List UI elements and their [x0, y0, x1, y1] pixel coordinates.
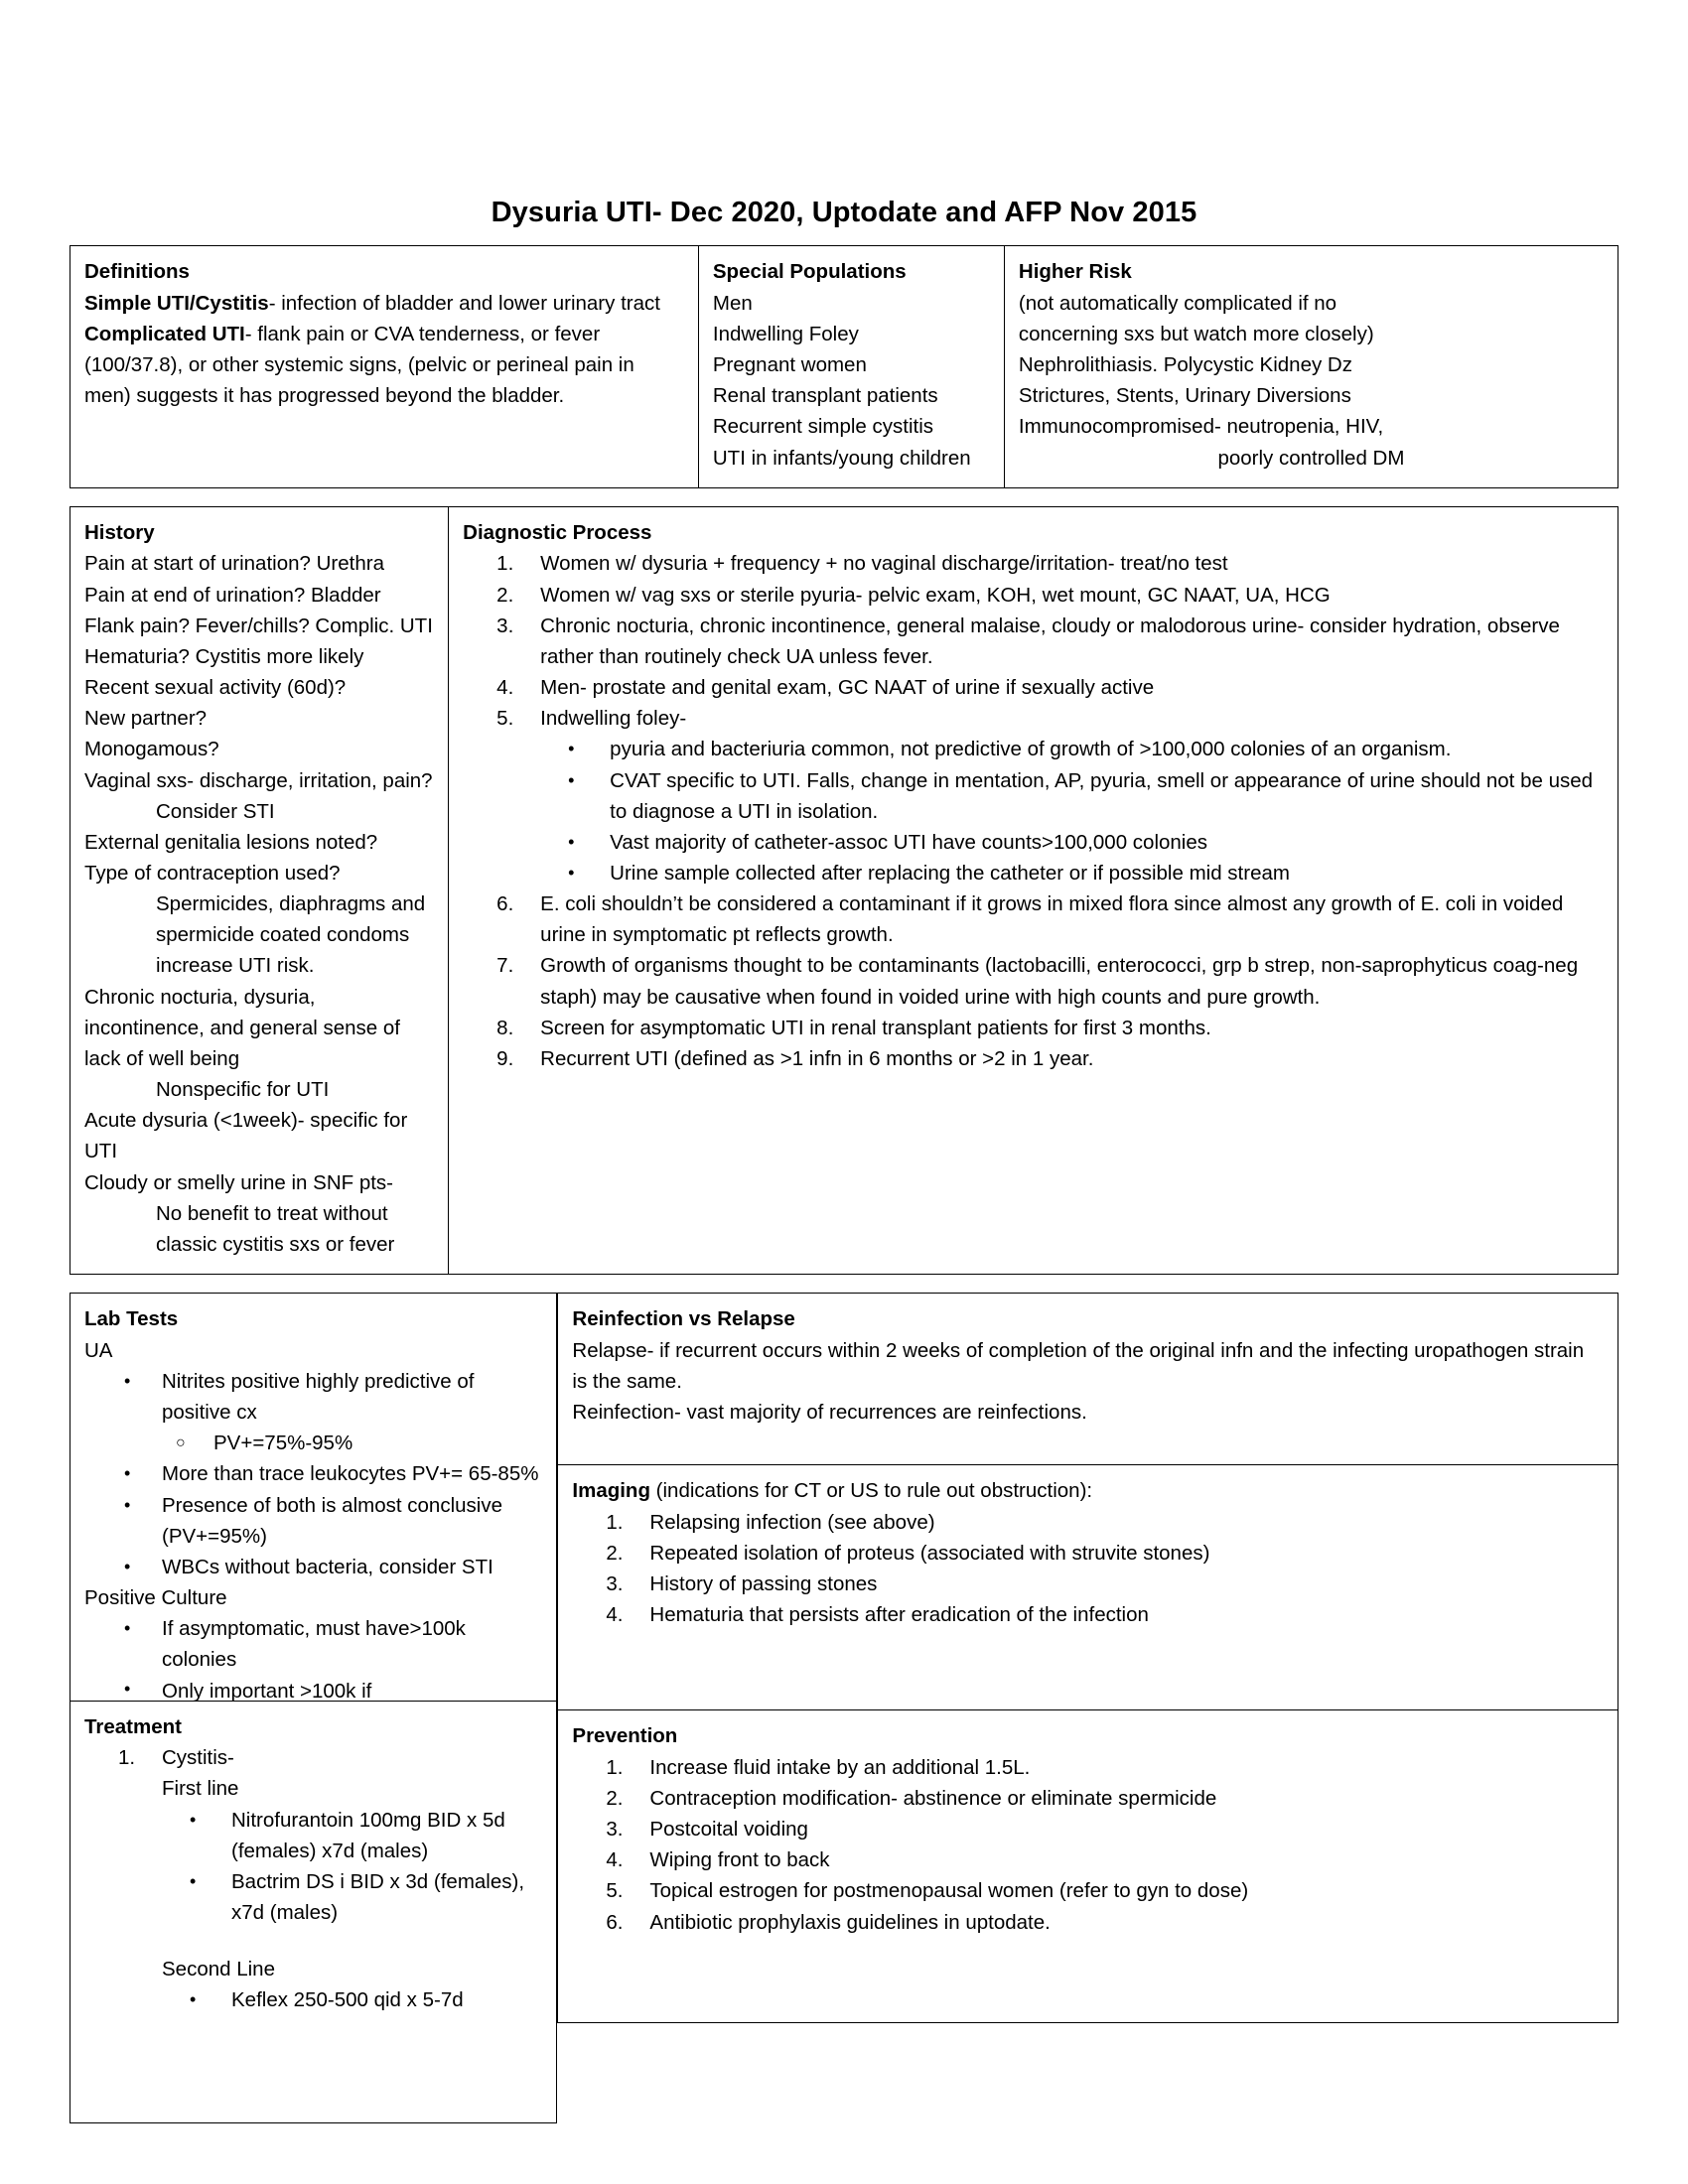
list-item-text: E. coli shouldn’t be considered a contaminant if it grows in mixed flora since almost any growth of E. coli in voided urine in symptomatic pt reflects growth. [540, 892, 1564, 947]
list-item-text: CVAT specific to UTI. Falls, change in mentation, AP, pyuria, smell or appearance of urine should not be used to diagnose a UTI in isolation. [610, 768, 1594, 823]
list-marker: 1. [118, 1746, 136, 1770]
history-line: New partner? [84, 707, 208, 731]
list-item-text: Relapsing infection (see above) [649, 1510, 935, 1534]
list-marker: 1. [606, 1755, 624, 1779]
list-item [540, 858, 1604, 888]
list-item-text: Women w/ dysuria + frequency + no vaginal discharge/irritation- treat/no test [540, 552, 1228, 576]
list-item [84, 1458, 542, 1489]
higher-risk-cell [1004, 246, 1618, 488]
list-item [572, 1875, 1604, 1906]
history-line: Type of contraception used? [84, 862, 341, 885]
prevention-cell [558, 1710, 1618, 2023]
list-item [540, 827, 1604, 858]
history-heading: History [84, 520, 155, 544]
special-population-item: Recurrent simple cystitis [712, 415, 934, 439]
ua-sub-bullet-list [84, 1428, 542, 1458]
special-population-item: UTI in infants/young children [712, 446, 971, 470]
bullet-icon: • [124, 1556, 131, 1576]
definitions-heading: Definitions [84, 260, 190, 283]
list-item-text: Antibiotic prophylaxis guidelines in uptodate. [649, 1910, 1051, 1934]
higher-risk-line-centered: poorly controlled DM [1217, 446, 1405, 470]
list-marker: 5. [496, 707, 514, 731]
list-item-text: WBCs without bacteria, consider STI [162, 1555, 493, 1578]
definitions-cell [70, 246, 699, 488]
list-item [572, 1907, 1604, 1938]
special-populations-heading: Special Populations [712, 260, 907, 283]
list-marker: 2. [496, 583, 514, 607]
history-line: Pain at start of urination? Urethra [84, 552, 384, 576]
list-item [84, 1490, 542, 1552]
diagnostic-process-cell [449, 506, 1618, 1274]
ua-bullet-list-cont [84, 1458, 542, 1582]
list-item-text: History of passing stones [649, 1572, 878, 1596]
indwelling-foley-sublist [540, 734, 1604, 888]
list-item [572, 1599, 1604, 1630]
list-item [463, 1013, 1604, 1043]
list-item [572, 1507, 1604, 1538]
bullet-icon: • [124, 1370, 131, 1391]
imaging-cell [558, 1465, 1618, 1710]
higher-risk-heading: Higher Risk [1018, 260, 1132, 283]
bullet-icon: • [568, 739, 575, 759]
spacer [162, 1928, 542, 1954]
treatment-cell [70, 1701, 557, 2122]
definition-term-simple: Simple UTI/Cystitis [84, 291, 269, 315]
list-item [84, 1613, 542, 1675]
reinfection-relapse-heading: Reinfection vs Relapse [572, 1307, 795, 1331]
list-item-text: Men- prostate and genital exam, GC NAAT of urine if sexually active [540, 676, 1155, 700]
definition-text-simple: - infection of bladder and lower urinary tract [268, 291, 660, 315]
special-population-item: Pregnant women [712, 353, 867, 377]
list-marker: 7. [496, 954, 514, 978]
list-item-text: Hematuria that persists after eradication of the infection [649, 1603, 1149, 1627]
ua-bullet-list [84, 1366, 542, 1428]
list-marker: 4. [606, 1848, 624, 1872]
history-line: Chronic nocturia, dysuria, incontinence, and general sense of lack of well being [84, 985, 400, 1070]
definition-simple-uti [84, 288, 684, 319]
list-item [463, 580, 1604, 611]
list-item-text: PV+=75%-95% [213, 1432, 353, 1455]
list-item [84, 1366, 542, 1428]
list-item [463, 548, 1604, 579]
list-item-text: Bactrim DS i BID x 3d (females), x7d (males) [231, 1869, 525, 1925]
higher-risk-line: concerning sxs but watch more closely) [1018, 322, 1374, 345]
list-item [84, 1552, 542, 1582]
special-population-item: Indwelling Foley [712, 322, 859, 345]
special-populations-cell [698, 246, 1004, 488]
list-item-text: Presence of both is almost conclusive (PV+=95%) [162, 1493, 502, 1548]
history-line: External genitalia lesions noted? [84, 830, 378, 854]
list-item-text: Nitrites positive highly predictive of positive cx [162, 1369, 475, 1425]
table-row [70, 506, 1618, 1274]
lower-sections-table [70, 1293, 1618, 2122]
imaging-heading-note: (indications for CT or US to rule out obstruction): [649, 1479, 1093, 1503]
bullet-icon: • [190, 1870, 197, 1891]
higher-risk-line: Strictures, Stents, Urinary Diversions [1018, 384, 1351, 408]
bullet-icon: • [124, 1494, 131, 1515]
list-item [463, 1043, 1604, 1074]
diagnostic-process-heading: Diagnostic Process [463, 520, 652, 544]
table-row [558, 1710, 1618, 2023]
history-line: Flank pain? Fever/chills? Complic. UTI [84, 614, 433, 637]
list-marker: 2. [606, 1786, 624, 1810]
list-item-text: Recurrent UTI (defined as >1 infn in 6 months or >2 in 1 year. [540, 1046, 1094, 1070]
list-item [572, 1752, 1604, 1783]
list-marker: 2. [606, 1541, 624, 1565]
list-item [162, 1805, 542, 1866]
history-cell [70, 506, 449, 1274]
diagnostic-process-list [463, 548, 1604, 1074]
list-item-text: Vast majority of catheter-assoc UTI have counts>100,000 colonies [610, 830, 1208, 854]
culture-clipped-line [84, 1676, 542, 1703]
left-lower-subtable [70, 1293, 557, 2122]
list-item [572, 1783, 1604, 1814]
table-row [70, 246, 1618, 488]
history-line-indented: Consider STI [156, 799, 275, 823]
history-line-indented: No benefit to treat without classic cystitis sxs or fever [156, 1201, 395, 1256]
list-item-text: Cystitis- [162, 1746, 234, 1770]
list-item-text: Urine sample collected after replacing the catheter or if possible mid stream [610, 862, 1290, 885]
left-lower-column [70, 1293, 557, 2122]
prevention-heading: Prevention [572, 1724, 678, 1748]
list-marker: 9. [496, 1046, 514, 1070]
circle-bullet-icon: ○ [176, 1434, 186, 1452]
list-item-text: Nitrofurantoin 100mg BID x 5d (females) x7d (males) [231, 1808, 505, 1862]
history-line: Monogamous? [84, 738, 219, 761]
history-line: Recent sexual activity (60d)? [84, 676, 347, 700]
list-item [572, 1569, 1604, 1599]
list-item [463, 672, 1604, 703]
second-line-label: Second Line [162, 1958, 275, 1981]
bullet-icon: • [124, 1463, 131, 1484]
higher-risk-line: (not automatically complicated if no [1018, 291, 1337, 315]
higher-risk-line: Immunocompromised- neutropenia, HIV, [1018, 415, 1384, 439]
table-row [558, 1465, 1618, 1710]
definition-term-complicated: Complicated UTI [84, 322, 245, 345]
bullet-icon: • [568, 831, 575, 852]
list-item-text: Screen for asymptomatic UTI in renal transplant patients for first 3 months. [540, 1016, 1211, 1039]
list-item-text: Chronic nocturia, chronic incontinence, general malaise, cloudy or malodorous urine- consider hydration, observe rather than routinely check UA unless fever. [540, 614, 1560, 668]
imaging-heading [572, 1479, 1092, 1502]
culture-bullet-list [84, 1613, 542, 1675]
definition-complicated-uti [84, 319, 684, 411]
second-line-bullets [162, 1984, 542, 2015]
table-row [70, 1293, 1618, 2122]
bullet-icon: • [190, 1809, 197, 1830]
lab-tests-cell [70, 1294, 557, 1701]
list-item [463, 611, 1604, 672]
list-marker: 1. [606, 1510, 624, 1534]
reinfection-definition: Reinfection- vast majority of recurrences are reinfections. [572, 1401, 1087, 1425]
list-item [463, 888, 1604, 950]
list-marker: 4. [606, 1603, 624, 1627]
list-item-text: Contraception modification- abstinence or eliminate spermicide [649, 1786, 1217, 1810]
list-item-text: Women w/ vag sxs or sterile pyuria- pelvic exam, KOH, wet mount, GC NAAT, UA, HCG [540, 583, 1331, 607]
list-marker: 8. [496, 1016, 514, 1039]
list-item-text: More than trace leukocytes PV+= 65-85% [162, 1462, 539, 1486]
list-item [572, 1844, 1604, 1875]
list-item-text: Only important >100k if [162, 1679, 372, 1703]
list-item-text: Wiping front to back [649, 1848, 830, 1872]
list-marker: 1. [496, 552, 514, 576]
table-row [70, 1701, 557, 2122]
list-item [162, 1984, 542, 2015]
list-item [84, 1428, 542, 1458]
list-item-text: pyuria and bacteriuria common, not predictive of growth of >100,000 colonies of an organism. [610, 738, 1452, 761]
list-item [463, 950, 1604, 1012]
list-item-text: Postcoital voiding [649, 1818, 808, 1842]
list-item [162, 1866, 542, 1928]
bullet-icon: • [568, 769, 575, 790]
history-line: Vaginal sxs- discharge, irritation, pain? [84, 768, 433, 792]
imaging-list [572, 1507, 1604, 1631]
list-marker: 6. [496, 892, 514, 916]
bullet-icon: • [124, 1618, 131, 1639]
treatment-heading: Treatment [84, 1714, 182, 1738]
right-lower-subtable [557, 1293, 1618, 2023]
prevention-list [572, 1752, 1604, 1938]
table-row [70, 1294, 557, 1701]
reinfection-relapse-cell [558, 1294, 1618, 1465]
history-line: Hematuria? Cystitis more likely [84, 644, 364, 668]
top-info-table [70, 245, 1618, 488]
special-population-item: Men [712, 291, 753, 315]
list-marker: 3. [496, 614, 514, 637]
list-item [540, 765, 1604, 827]
ua-label: UA [84, 1338, 113, 1362]
relapse-definition: Relapse- if recurrent occurs within 2 weeks of completion of the original infn and the infecting uropathogen strain is the same. [572, 1338, 1585, 1393]
list-marker: 6. [606, 1910, 624, 1934]
list-item [572, 1814, 1604, 1844]
history-diagnostic-table [70, 506, 1618, 1275]
higher-risk-line: Nephrolithiasis. Polycystic Kidney Dz [1018, 353, 1352, 377]
list-item-text: If asymptomatic, must have>100k colonies [162, 1617, 466, 1672]
first-line-label: First line [162, 1777, 239, 1801]
positive-culture-label: Positive Culture [84, 1586, 227, 1610]
treatment-list [84, 1742, 542, 2015]
history-line: Acute dysuria (<1week)- specific for UTI [84, 1109, 408, 1163]
page-title: Dysuria UTI- Dec 2020, Uptodate and AFP Nov 2015 [491, 197, 1197, 228]
definition-text-complicated: - flank pain or CVA tenderness, or fever (100/37.8), or other systemic signs, (pelvic or perineal pain in men) suggests it has progressed beyond the bladder. [84, 322, 634, 408]
list-marker: 5. [606, 1879, 624, 1903]
list-item [84, 1742, 542, 2015]
history-line-indented: Nonspecific for UTI [156, 1078, 330, 1102]
history-line: Cloudy or smelly urine in SNF pts- [84, 1170, 394, 1194]
list-item-text: Topical estrogen for postmenopausal women (refer to gyn to dose) [649, 1879, 1249, 1903]
table-row [558, 1294, 1618, 1465]
list-item-text: Growth of organisms thought to be contaminants (lactobacilli, enterococci, grp b strep, non-saprophyticus coag-neg staph) may be causative when found in voided urine with high counts and pure growth. [540, 954, 1579, 1009]
list-item-text: Indwelling foley- [540, 707, 687, 731]
list-marker: 3. [606, 1818, 624, 1842]
lab-tests-heading: Lab Tests [84, 1307, 179, 1331]
bullet-icon: • [124, 1678, 131, 1699]
list-item [572, 1538, 1604, 1569]
bullet-icon: • [190, 1989, 197, 2010]
list-marker: 3. [606, 1572, 624, 1596]
history-line-indented: Spermicides, diaphragms and spermicide coated condoms increase UTI risk. [156, 892, 426, 978]
special-population-item: Renal transplant patients [712, 384, 938, 408]
list-item-text: Increase fluid intake by an additional 1.5L. [649, 1755, 1031, 1779]
history-line: Pain at end of urination? Bladder [84, 583, 381, 607]
imaging-heading-text: Imaging [572, 1479, 650, 1503]
list-marker: 4. [496, 676, 514, 700]
first-line-bullets [162, 1805, 542, 1929]
list-item-text: Keflex 250-500 qid x 5-7d [231, 1988, 464, 2012]
list-item-text: Repeated isolation of proteus (associated with struvite stones) [649, 1541, 1210, 1565]
list-item [463, 703, 1604, 888]
right-lower-column [557, 1293, 1618, 2122]
list-item [540, 734, 1604, 764]
bullet-icon: • [568, 863, 575, 883]
